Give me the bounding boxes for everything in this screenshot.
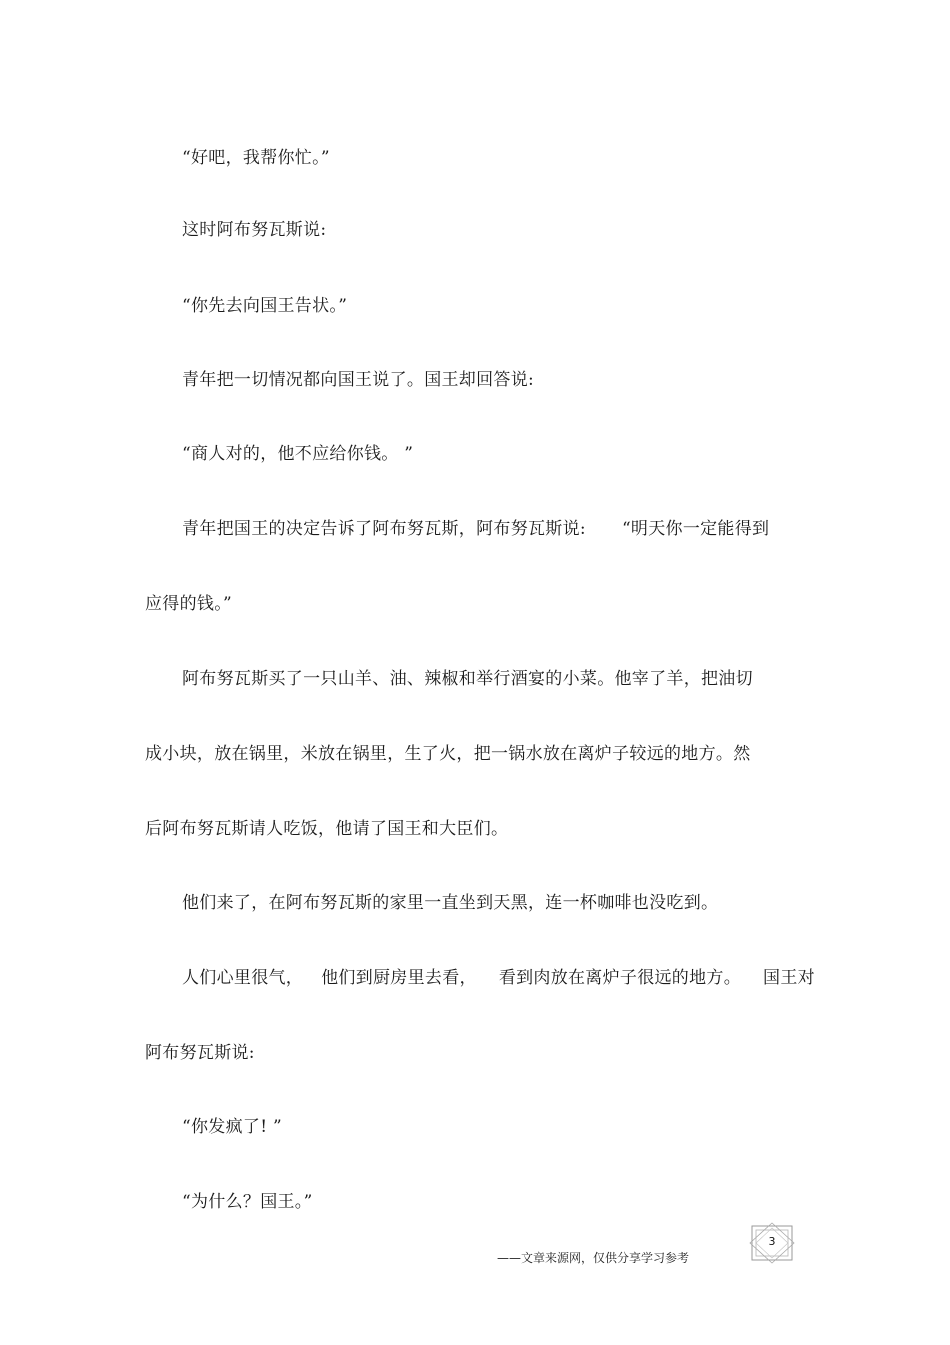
paragraph-line: “你发疯了! ” xyxy=(182,1117,283,1137)
paragraph-line: 阿布努瓦斯说: xyxy=(145,1043,255,1063)
paragraph-line xyxy=(182,517,862,541)
paragraph-line: 他们来了，在阿布努瓦斯的家里一直坐到天黑，连一杯咖啡也没吃到。 xyxy=(182,893,719,913)
paragraph-line: “好吧，我帮你忙。” xyxy=(182,148,330,168)
paragraph-line: 应得的钱。” xyxy=(145,594,232,614)
paragraph-text: “明天你一定能得到 xyxy=(621,519,770,539)
paragraph-line: “商人对的，他不应给你钱。 ” xyxy=(182,444,414,464)
paragraph-line: 这时阿布努瓦斯说: xyxy=(182,220,327,240)
paragraph-line: 青年把一切情况都向国王说了。国王却回答说: xyxy=(182,370,535,390)
paragraph-text: 看到肉放在离炉子很远的地方。 xyxy=(498,968,742,988)
paragraph-text: 人们心里很气， xyxy=(182,968,304,988)
paragraph-line: 成小块，放在锅里，米放在锅里，生了火，把一锅水放在离炉子较远的地方。然 xyxy=(145,744,751,764)
page-number: 3 xyxy=(768,1235,776,1248)
page-number-badge xyxy=(748,1222,796,1264)
paragraph-line: 阿布努瓦斯买了一只山羊、油、辣椒和举行酒宴的小菜。他宰了羊，把油切 xyxy=(182,669,753,689)
paragraph-text: 他们到厨房里去看， xyxy=(321,968,477,988)
paragraph-line: 后阿布努瓦斯请人吃饭，他请了国王和大臣们。 xyxy=(145,819,509,839)
source-note: ——文章来源网，仅供分享学习参考 xyxy=(497,1251,690,1265)
paragraph-text: 青年把国王的决定告诉了阿布努瓦斯，阿布努瓦斯说: xyxy=(182,519,586,539)
paragraph-line xyxy=(182,966,862,990)
paragraph-line: “为什么？国王。” xyxy=(182,1192,313,1212)
paragraph-line: “你先去向国王告状。” xyxy=(182,296,348,316)
paragraph-text: 国王对 xyxy=(763,968,815,988)
